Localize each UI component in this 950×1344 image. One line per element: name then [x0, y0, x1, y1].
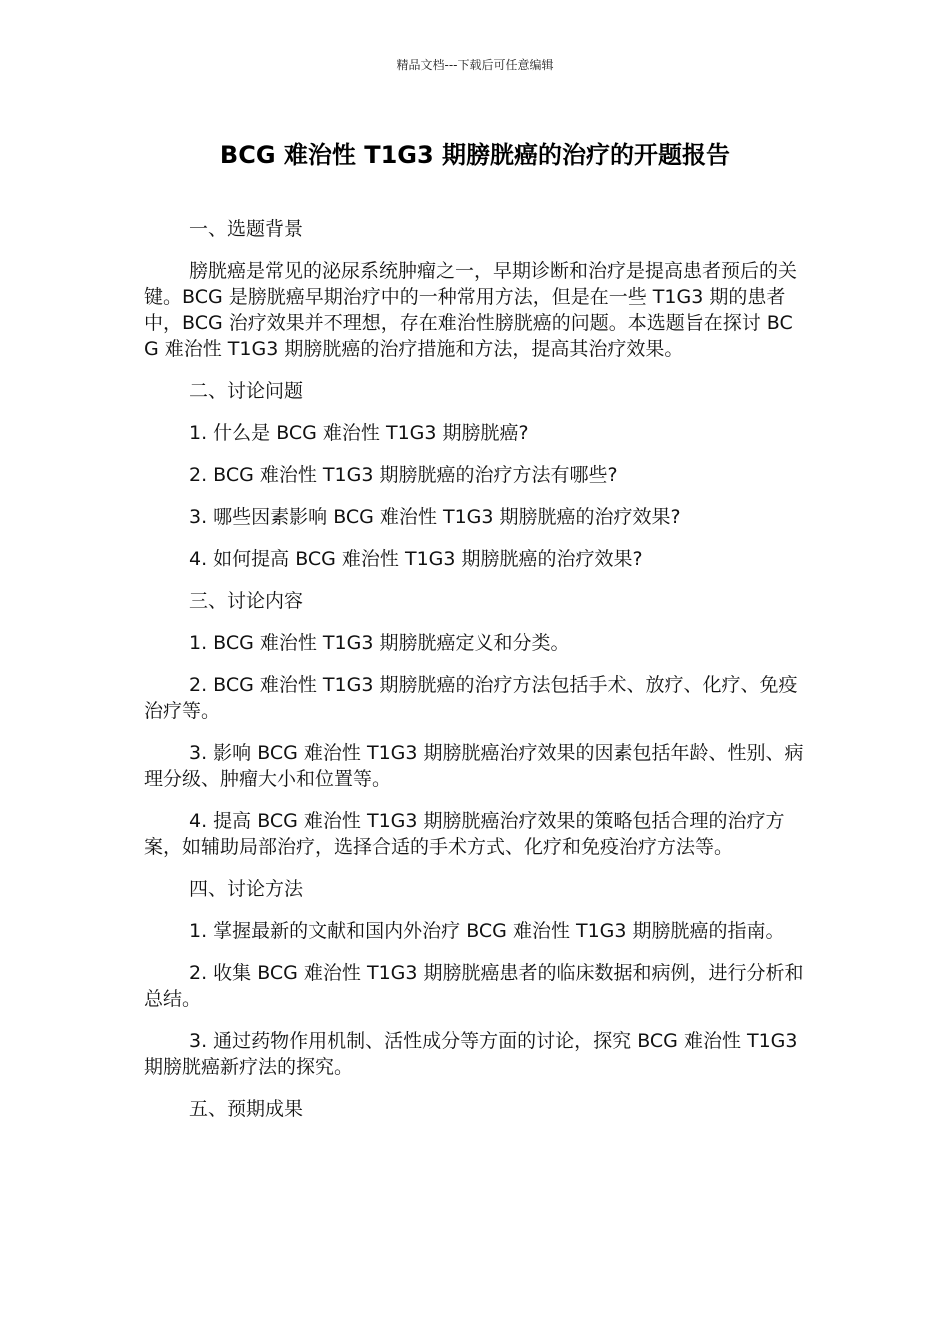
- section-heading-outcomes: 五、预期成果: [189, 1098, 304, 1120]
- document-body: [144, 216, 804, 1138]
- question-item: 1. 什么是 BCG 难治性 T1G3 期膀胱癌?: [189, 422, 529, 444]
- method-item: 3. 通过药物作用机制、活性成分等方面的讨论，探究 BCG 难治性 T1G3 期膀胱癌新疗法的探究。: [144, 1030, 798, 1078]
- document-title: BCG 难治性 T1G3 期膀胱癌的治疗的开题报告: [219, 141, 731, 169]
- section-body-background: 膀胱癌是常见的泌尿系统肿瘤之一，早期诊断和治疗是提高患者预后的关键。BCG 是膀胱癌早期治疗中的一种常用方法，但是在一些 T1G3 期的患者中，BCG 治疗效果并不理想，存在难治性膀胱癌的问题。本选题旨在探讨 BCG 难治性 T1G3 期膀胱癌的治疗措施和方法，提高其治疗效果。: [144, 260, 798, 360]
- question-item: 4. 如何提高 BCG 难治性 T1G3 期膀胱癌的治疗效果?: [189, 548, 643, 570]
- content-item: 2. BCG 难治性 T1G3 期膀胱癌的治疗方法包括手术、放疗、化疗、免疫治疗等。: [144, 674, 798, 722]
- section-heading-methods: 四、讨论方法: [189, 878, 304, 900]
- content-item: 4. 提高 BCG 难治性 T1G3 期膀胱癌治疗效果的策略包括合理的治疗方案，如辅助局部治疗，选择合适的手术方式、化疗和免疫治疗方法等。: [144, 810, 785, 858]
- page-header-watermark: 精品文档---下载后可任意编辑: [396, 58, 554, 72]
- section-heading-questions: 二、讨论问题: [189, 380, 304, 402]
- content-item: 1. BCG 难治性 T1G3 期膀胱癌定义和分类。: [189, 632, 570, 654]
- question-item: 2. BCG 难治性 T1G3 期膀胱癌的治疗方法有哪些?: [189, 464, 618, 486]
- method-item: 2. 收集 BCG 难治性 T1G3 期膀胱癌患者的临床数据和病例，进行分析和总结。: [144, 962, 804, 1010]
- section-heading-content: 三、讨论内容: [189, 590, 304, 612]
- content-item: 3. 影响 BCG 难治性 T1G3 期膀胱癌治疗效果的因素包括年龄、性别、病理分级、肿瘤大小和位置等。: [144, 742, 804, 790]
- section-heading-background: 一、选题背景: [189, 218, 304, 240]
- method-item: 1. 掌握最新的文献和国内外治疗 BCG 难治性 T1G3 期膀胱癌的指南。: [189, 920, 785, 942]
- question-item: 3. 哪些因素影响 BCG 难治性 T1G3 期膀胱癌的治疗效果?: [189, 506, 681, 528]
